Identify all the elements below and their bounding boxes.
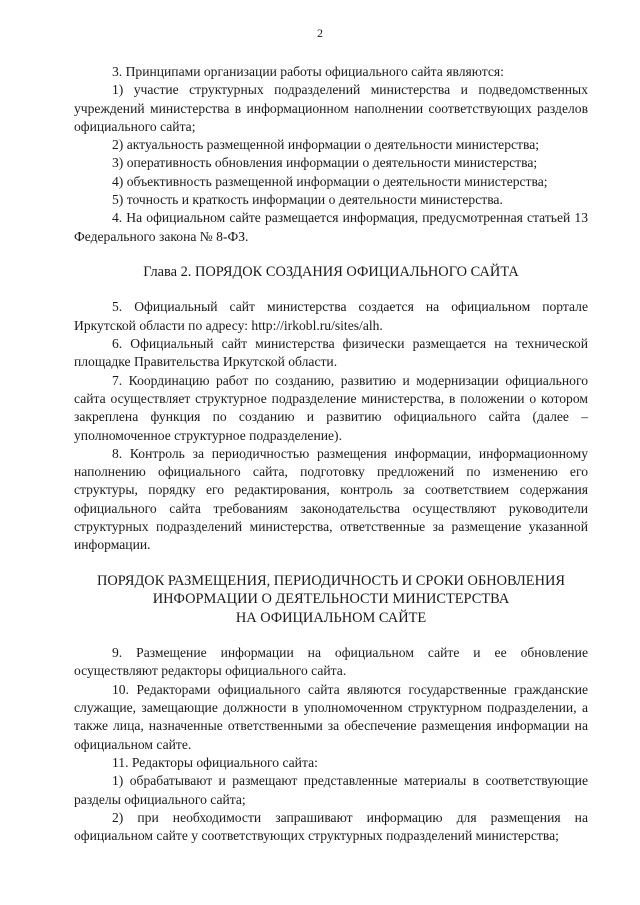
paragraph: 2) актуальность размещенной информации о деятельности министерства;	[112, 137, 540, 153]
paragraph: 2) при необходимости запрашивают информацию для размещения на официальном сайте у соответствующих структурных подразделений министерства;	[74, 809, 588, 844]
paragraph: 6. Официальный сайт министерства физически размещается на технической площадке Правительства Иркутской области.	[74, 336, 588, 370]
paragraph: 11. Редакторы официального сайта:	[112, 754, 318, 770]
paragraph: 5. Официальный сайт министерства создается на официальном портале Иркутской области по адресу: http://irkobl.ru/sites/alh.	[74, 299, 588, 333]
paragraph: 1) участие структурных подразделений министерства и подведомственных учреждений министерства в информационном наполнении соответствующих разделов официального сайта;	[74, 82, 588, 134]
paragraph: 1) обрабатывают и размещают представленные материалы в соответствующие разделы официального сайта;	[74, 773, 588, 807]
paragraph: 10. Редакторами официального сайта являются государственные гражданские служащие, замещающие должности в уполномоченном структурном подразделении, а также лица, назначенные ответственными за обеспечение размещения информации на официальном сайте.	[74, 681, 588, 752]
page-number: 2	[317, 26, 323, 40]
paragraph: 3. Принципами организации работы официального сайта являются:	[112, 64, 504, 79]
section-heading-line: НА ОФИЦИАЛЬНОМ САЙТЕ	[235, 609, 427, 626]
paragraph: 4) объективность размещенной информации о деятельности министерства;	[112, 173, 548, 189]
paragraph: 8. Контроль за периодичностью размещения информации, информационному наполнению официального сайта, подготовку предложений по изменению его структуры, порядку его редактирования, контроль за соответствием содержания официального сайта требованиям законодательства осуществляют руководители структурных подразделений министерства, ответственные за размещение указанной информации.	[74, 445, 588, 553]
chapter-heading: Глава 2. ПОРЯДОК СОЗДАНИЯ ОФИЦИАЛЬНОГО САЙТА	[143, 263, 519, 280]
paragraph: 5) точность и краткость информации о деятельности министерства.	[112, 192, 503, 208]
paragraph: 9. Размещение информации на официальном сайте и ее обновление осуществляют редакторы официального сайта.	[74, 645, 588, 679]
paragraph: 7. Координацию работ по созданию, развитию и модернизации официального сайта осуществляет структурное подразделение министерства, в положении о котором закреплена функция по созданию и развитию официального сайта (далее – уполномоченное структурное подразделение).	[74, 372, 588, 443]
section-heading	[74, 572, 588, 628]
section-heading-line: ИНФОРМАЦИИ О ДЕЯТЕЛЬНОСТИ МИНИСТЕРСТВА	[152, 591, 510, 608]
paragraph: 3) оперативность обновления информации о деятельности министерства;	[112, 155, 538, 171]
section-heading-line: ПОРЯДОК РАЗМЕЩЕНИЯ, ПЕРИОДИЧНОСТЬ И СРОКИ ОБНОВЛЕНИЯ	[97, 572, 565, 589]
paragraph: 4. На официальном сайте размещается информация, предусмотренная статьей 13 Федерального закона № 8-ФЗ.	[74, 210, 588, 244]
document-body	[74, 63, 588, 845]
